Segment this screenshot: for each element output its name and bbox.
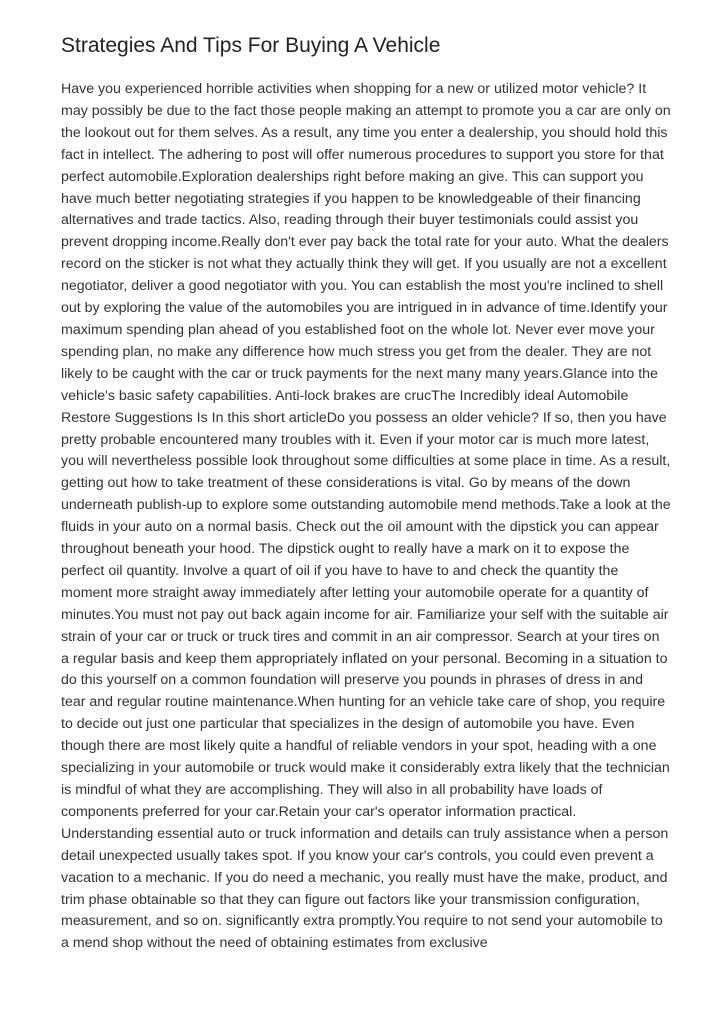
document-title: Strategies And Tips For Buying A Vehicle <box>61 34 441 57</box>
document-body-text: Have you experienced horrible activities when shopping for a new or utilized motor vehicle? It may possibly be due to the fact those people making an attempt to promote you a car are only on the lookout out for them selves. As a result, any time you enter a dealership, you should hold this fact in intellect. The adhering to post will offer numerous procedures to support you store for that perfect automobile.Exploration dealerships right before making an give. This can support you have much better negotiating strategies if you happen to be knowledgeable of their financing alternatives and trade tactics. Also, reading through their buyer testimonials could assist you prevent dropping income.Really don't ever pay back the total rate for your auto. What the dealers record on the sticker is not what they actually think they will get. If you usually are not a excellent negotiator, deliver a good negotiator with you. You can establish the most you're inclined to shell out by exploring the value of the automobiles you are intrigued in in advance of time.Identify your maximum spending plan ahead of you established foot on the whole lot. Never ever move your spending plan, no make any difference how much stress you get from the dealer. They are not likely to be caught with the car or truck payments for the next many many years.Glance into the vehicle's basic safety capabilities. Anti-lock brakes are crucThe Incredibly ideal Automobile Restore Suggestions Is In this short articleDo you possess an older vehicle? If so, then you have pretty probable encountered many troubles with it. Even if your motor car is much more latest, you will nevertheless possible look throughout some difficulties at some place in time. As a result, getting out how to take treatment of these considerations is vital. Go by means of the down underneath publish-up to explore some outstanding automobile mend methods.Take a look at the fluids in your auto on a normal basis. Check out the oil amount with the dipstick you can appear throughout beneath your hood. The dipstick ought to really have a mark on it to expose the perfect oil quantity. Involve a quart of oil if you have to have to and check the quantity the moment more straight away immediately after letting your automobile operate for a quantity of minutes.You must not pay out back again income for air. Familiarize your self with the suitable air strain of your car or truck or truck tires and commit in an air compressor. Search at your tires on a regular basis and keep them appropriately inflated on your personal. Becoming in a situation to do this yourself on a common foundation will preserve you pounds in phrases of dress in and tear and regular routine maintenance.When hunting for an vehicle take care of shop, you require to decide out just one particular that specializes in the design of automobile you have. Even though there are most likely quite a handful of reliable vendors in your spot, heading with a one specializing in your automobile or truck would make it considerably extra likely that the technician is mindful of what they are accomplishing. They will also in all probability have loads of components preferred for your car.Retain your car's operator information practical. Understanding essential auto or truck information and details can truly assistance when a person detail unexpected usually takes spot. If you know your car's controls, you could even prevent a vacation to a mechanic. If you do need a mechanic, you really must have the make, product, and trim phase obtainable so that they can figure out factors like your transmission configuration, measurement, and so on. significantly extra promptly.You require to not send your automobile to a mend shop without the need of obtaining estimates from exclusive <box>61 81 671 952</box>
